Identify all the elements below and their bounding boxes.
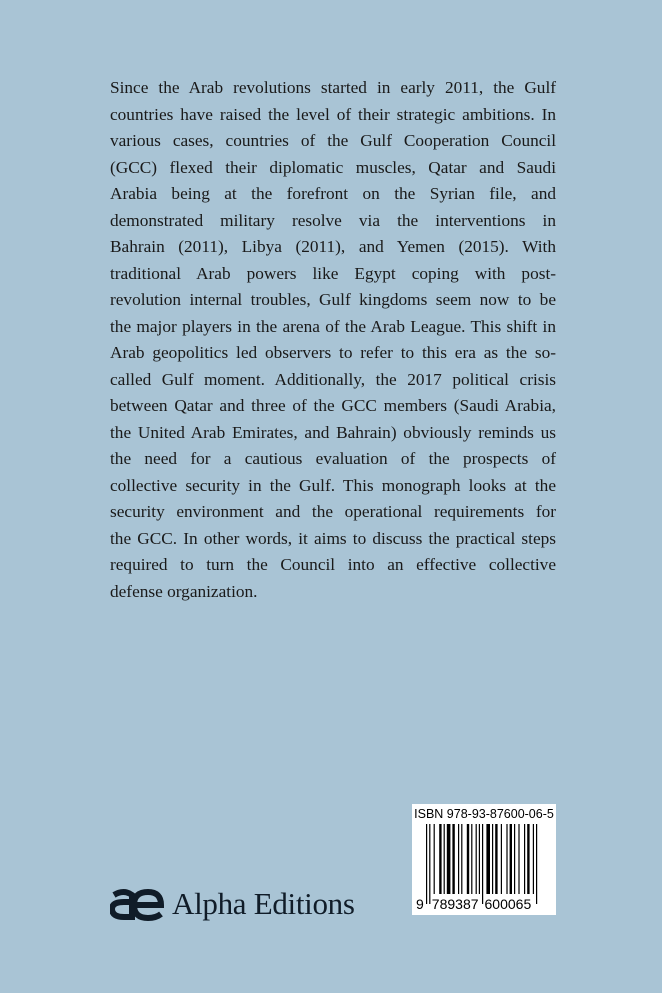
barcode-bar	[429, 824, 430, 904]
barcode-bar	[439, 824, 441, 894]
barcode-bar	[426, 824, 427, 904]
barcode-digit-first: 9	[416, 896, 424, 912]
barcode-bar	[486, 824, 490, 894]
blurb-line: between Qatar and three of the GCC members (Saudi Arabia,	[110, 396, 556, 415]
barcode-bars	[426, 824, 544, 906]
barcode-bar	[482, 824, 483, 904]
publisher-logo	[110, 886, 355, 922]
barcode-bar	[467, 824, 469, 894]
barcode-bar	[444, 824, 445, 894]
blurb-line: the GCC. In other words, it aims to discuss the practical steps	[110, 528, 556, 548]
blurb-line: various cases, countries of the Gulf Cooperation Council	[110, 131, 556, 150]
blurb-line: revolution internal troubles, Gulf kingdoms seem now to be	[110, 290, 556, 309]
blurb-line: Arabia being at the forefront on the Syrian file, and	[110, 184, 556, 203]
barcode-bar	[527, 824, 529, 894]
blurb-line: collective security in the Gulf. This monograph looks at the	[110, 475, 556, 495]
blurb-line: defense organization.	[110, 581, 258, 601]
barcode-bar	[479, 824, 480, 894]
blurb-line: (GCC) flexed their diplomatic muscles, Qatar and Saudi	[110, 157, 556, 177]
barcode-bar	[501, 824, 502, 894]
barcode-bar	[458, 824, 459, 894]
blurb-line: Arab geopolitics led observers to refer to this era as the so-	[110, 343, 556, 362]
blurb-line: Since the Arab revolutions started in early 2011, the Gulf	[110, 78, 556, 97]
ae-ligature-logo-icon	[110, 887, 164, 921]
barcode-digits-left: 789387	[431, 896, 479, 912]
barcode-digits-right: 600065	[484, 896, 532, 912]
barcode-bar	[536, 824, 537, 904]
blurb-line: security environment and the operational requirements for	[110, 502, 556, 521]
barcode-digits	[415, 896, 532, 912]
barcode-bar	[533, 824, 534, 894]
blurb-line: required to turn the Council into an effective collective	[110, 555, 556, 574]
barcode-bar	[447, 824, 451, 894]
publisher-name: Alpha Editions	[172, 886, 355, 921]
blurb-line: Bahrain (2011), Libya (2011), and Yemen (2015). With	[110, 237, 556, 256]
blurb-line: the major players in the arena of the Arab League. This shift in	[110, 316, 556, 336]
barcode-bar	[514, 824, 515, 894]
blurb-line: the United Arab Emirates, and Bahrain) obviously reminds us	[110, 422, 556, 442]
barcode-bar	[471, 824, 472, 894]
barcode-bar	[518, 824, 519, 894]
isbn-barcode	[412, 804, 556, 915]
isbn-label: ISBN 978-93-87600-06-5	[414, 807, 554, 821]
blurb-line: countries have raised the level of their strategic ambitions. In	[110, 104, 556, 124]
barcode-bar	[434, 824, 435, 894]
barcode-bar	[492, 824, 493, 894]
blurb-line: demonstrated military resolve via the interventions in	[110, 210, 556, 230]
barcode-bar	[461, 824, 462, 894]
barcode-bar	[510, 824, 512, 894]
barcode-bar	[476, 824, 477, 894]
barcode-bar	[524, 824, 525, 894]
barcode-bar	[506, 824, 507, 894]
barcode-bar	[495, 824, 497, 894]
blurb-line: the need for a cautious evaluation of the prospects of	[110, 449, 556, 468]
barcode-bar	[452, 824, 454, 894]
back-cover-blurb	[110, 75, 556, 605]
blurb-line: traditional Arab powers like Egypt coping with post-	[110, 263, 556, 283]
blurb-line: called Gulf moment. Additionally, the 2017 political crisis	[110, 369, 556, 389]
